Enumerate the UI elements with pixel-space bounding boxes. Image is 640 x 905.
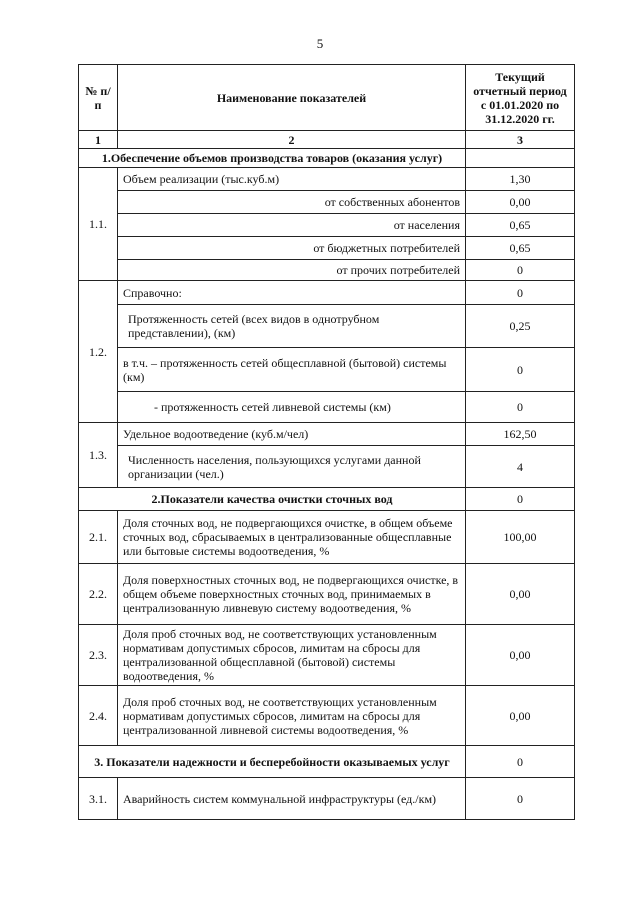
row-number: 1.1. [79, 168, 118, 281]
row-value: 0,00 [466, 625, 575, 686]
row-value: 0,25 [466, 305, 575, 348]
row-value: 0,65 [466, 237, 575, 260]
row-label: Объем реализации (тыс.куб.м) [118, 168, 466, 191]
row-label: Аварийность систем коммунальной инфраструктуры (ед./км) [118, 778, 466, 820]
column-number-3: 3 [466, 131, 575, 149]
table-header-row [79, 65, 575, 131]
table-row [79, 392, 575, 423]
section-2-row [79, 488, 575, 511]
row-value: 100,00 [466, 511, 575, 564]
row-label: от бюджетных потребителей [118, 237, 466, 260]
column-number-1: 1 [79, 131, 118, 149]
section-1-value [466, 149, 575, 168]
table-row [79, 237, 575, 260]
row-number: 2.3. [79, 625, 118, 686]
section-1-row [79, 149, 575, 168]
table-row [79, 348, 575, 392]
header-name: Наименование показателей [118, 65, 466, 131]
table-row [79, 446, 575, 488]
table-row [79, 778, 575, 820]
row-label: Удельное водоотведение (куб.м/чел) [118, 423, 466, 446]
table-row [79, 191, 575, 214]
page-number: 5 [316, 36, 324, 51]
row-label: - протяженность сетей ливневой системы (км) [118, 392, 466, 423]
table-row [79, 281, 575, 305]
section-3-title: 3. Показатели надежности и бесперебойности оказываемых услуг [79, 746, 466, 778]
table-row [79, 260, 575, 281]
row-value: 162,50 [466, 423, 575, 446]
row-label: от населения [118, 214, 466, 237]
row-value: 0 [466, 281, 575, 305]
row-label: Доля проб сточных вод, не соответствующих установленным нормативам допустимых сбросов, лимитам на сбросы для централизованной ливневой системы водоотведения, % [118, 686, 466, 746]
table-row [79, 423, 575, 446]
row-value: 0 [466, 348, 575, 392]
row-value: 0 [466, 260, 575, 281]
section-3-row [79, 746, 575, 778]
row-label: Доля проб сточных вод, не соответствующих установленным нормативам допустимых сбросов, лимитам на сбросы для централизованной общесплавной (бытовой) системы водоотведения, % [118, 625, 466, 686]
section-3-value: 0 [466, 746, 575, 778]
row-label: от прочих потребителей [118, 260, 466, 281]
row-number: 3.1. [79, 778, 118, 820]
column-numbers-row [79, 131, 575, 149]
row-label: в т.ч. – протяженность сетей общесплавной (бытовой) системы (км) [118, 348, 466, 392]
table-row [79, 511, 575, 564]
row-number: 1.3. [79, 423, 118, 488]
table-row [79, 625, 575, 686]
table-row [79, 214, 575, 237]
row-value: 1,30 [466, 168, 575, 191]
row-label: Справочно: [118, 281, 466, 305]
row-label: Протяженность сетей (всех видов в однотрубном представлении), (км) [118, 305, 466, 348]
row-number: 2.2. [79, 564, 118, 625]
indicators-table [78, 64, 575, 820]
table-row [79, 168, 575, 191]
table-row [79, 564, 575, 625]
row-label: от собственных абонентов [118, 191, 466, 214]
row-value: 4 [466, 446, 575, 488]
row-label: Численность населения, пользующихся услугами данной организации (чел.) [118, 446, 466, 488]
section-2-title: 2.Показатели качества очистки сточных вод [79, 488, 466, 511]
header-number: № п/п [79, 65, 118, 131]
column-number-2: 2 [118, 131, 466, 149]
row-value: 0,00 [466, 564, 575, 625]
row-value: 0,65 [466, 214, 575, 237]
row-number: 2.1. [79, 511, 118, 564]
row-value: 0,00 [466, 686, 575, 746]
table-row [79, 305, 575, 348]
table-row [79, 686, 575, 746]
header-period: Текущий отчетный период с 01.01.2020 по 31.12.2020 гг. [466, 65, 575, 131]
row-value: 0,00 [466, 191, 575, 214]
row-number: 2.4. [79, 686, 118, 746]
section-1-title: 1.Обеспечение объемов производства товаров (оказания услуг) [79, 149, 466, 168]
row-value: 0 [466, 392, 575, 423]
row-label: Доля сточных вод, не подвергающихся очистке, в общем объеме сточных вод, сбрасываемых в централизованные общесплавные или бытовые системы водоотведения, % [118, 511, 466, 564]
row-label: Доля поверхностных сточных вод, не подвергающихся очистке, в общем объеме поверхностных сточных вод, принимаемых в централизованную ливневую систему водоотведения, % [118, 564, 466, 625]
row-number: 1.2. [79, 281, 118, 423]
row-value: 0 [466, 778, 575, 820]
section-2-value: 0 [466, 488, 575, 511]
